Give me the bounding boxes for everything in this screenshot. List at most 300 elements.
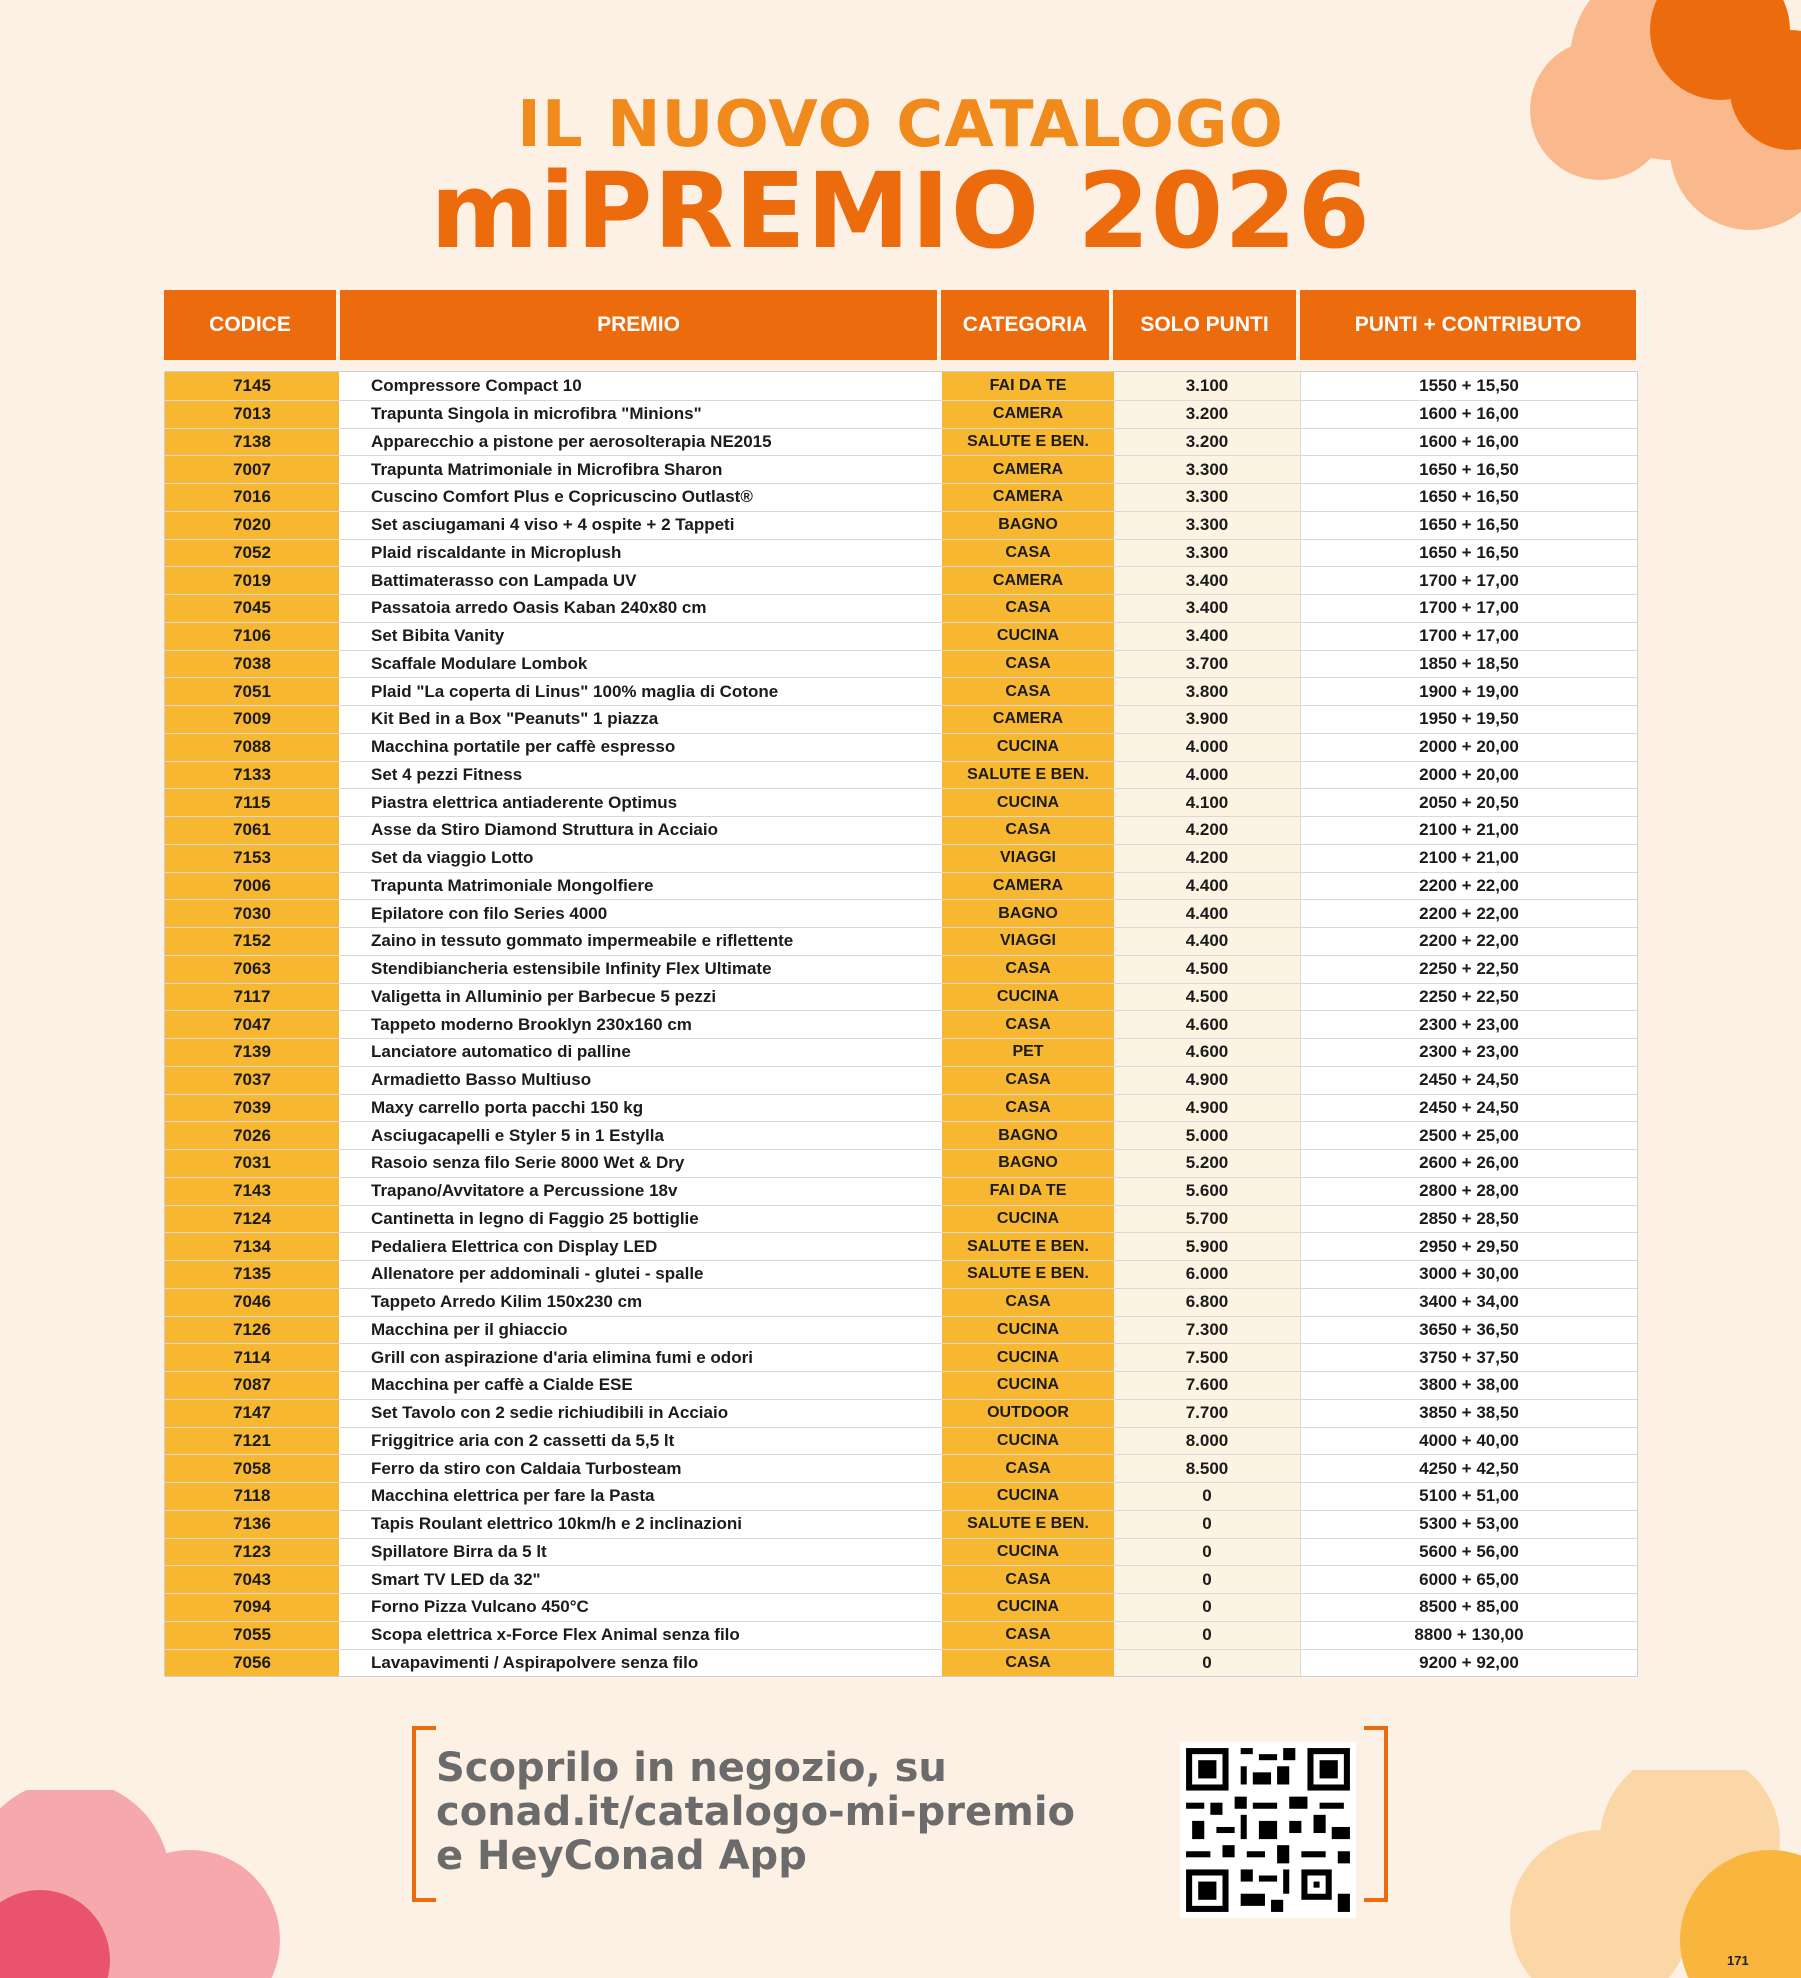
- cell-codice: 7016: [165, 484, 341, 511]
- table-row: [165, 983, 1637, 1011]
- table-row: [165, 1177, 1637, 1205]
- cell-codice: 7045: [165, 595, 341, 622]
- cell-punti-contributo: 1650 + 16,50: [1419, 542, 1519, 562]
- cell-solo-punti: 8.500: [1114, 1455, 1301, 1482]
- cell-premio: Trapano/Avvitatore a Percussione 18v: [371, 1181, 678, 1201]
- cell-premio: Asciugacapelli e Styler 5 in 1 Estylla: [371, 1125, 664, 1145]
- cell-punti-contributo: 1650 + 16,50: [1419, 487, 1519, 507]
- cell-premio: Set asciugamani 4 viso + 4 ospite + 2 Tappeti: [371, 515, 735, 535]
- cell-solo-punti: 4.500: [1114, 956, 1301, 983]
- cell-categoria: CUCINA: [942, 1344, 1114, 1371]
- cell-punti-contributo: 1850 + 18,50: [1419, 653, 1519, 673]
- promo-text: [436, 1746, 1166, 1878]
- cell-codice: 7153: [165, 845, 341, 872]
- cell-solo-punti: 3.400: [1114, 567, 1301, 594]
- cell-codice: 7143: [165, 1178, 341, 1205]
- cell-categoria: CUCINA: [942, 789, 1114, 816]
- title-line-2: miPREMIO 2026: [430, 150, 1371, 272]
- cell-solo-punti: 6.000: [1114, 1261, 1301, 1288]
- cell-punti-contributo: 2000 + 20,00: [1419, 737, 1519, 757]
- table-row: [165, 1288, 1637, 1316]
- table-row: [165, 1399, 1637, 1427]
- cell-premio: Plaid riscaldante in Microplush: [371, 542, 622, 562]
- cell-punti-contributo: 3000 + 30,00: [1419, 1264, 1519, 1284]
- cell-solo-punti: 7.300: [1114, 1317, 1301, 1344]
- cell-solo-punti: 4.600: [1114, 1039, 1301, 1066]
- cell-punti-contributo: 2950 + 29,50: [1419, 1236, 1519, 1256]
- cell-premio: Lavapavimenti / Aspirapolvere senza filo: [371, 1652, 699, 1672]
- cell-premio: Set da viaggio Lotto: [371, 848, 534, 868]
- header-categoria: CATEGORIA: [941, 290, 1113, 360]
- cell-premio: Spillatore Birra da 5 lt: [371, 1541, 547, 1561]
- cell-categoria: CASA: [942, 1566, 1114, 1593]
- cell-punti-contributo: 2250 + 22,50: [1419, 986, 1519, 1006]
- cell-premio: Tapis Roulant elettrico 10km/h e 2 inclinazioni: [371, 1514, 742, 1534]
- table-row: [165, 1232, 1637, 1260]
- cell-categoria: SALUTE E BEN.: [942, 1511, 1114, 1538]
- cell-solo-punti: 4.200: [1114, 845, 1301, 872]
- cell-premio: Trapunta Matrimoniale Mongolfiere: [371, 875, 654, 895]
- cell-punti-contributo: 1700 + 17,00: [1419, 626, 1519, 646]
- cell-solo-punti: 3.200: [1114, 401, 1301, 428]
- table-row: [165, 1010, 1637, 1038]
- table-row: [165, 400, 1637, 428]
- cell-premio: Epilatore con filo Series 4000: [371, 903, 608, 923]
- cell-solo-punti: 4.400: [1114, 928, 1301, 955]
- cell-categoria: CASA: [942, 1455, 1114, 1482]
- cell-premio: Plaid "La coperta di Linus" 100% maglia di Cotone: [371, 681, 779, 701]
- table-row: [165, 1343, 1637, 1371]
- cell-codice: 7047: [165, 1011, 341, 1038]
- cell-categoria: CUCINA: [942, 984, 1114, 1011]
- cell-premio: Macchina per il ghiaccio: [371, 1319, 568, 1339]
- cell-solo-punti: 0: [1114, 1539, 1301, 1566]
- cell-solo-punti: 6.800: [1114, 1289, 1301, 1316]
- cell-solo-punti: 3.400: [1114, 595, 1301, 622]
- cell-codice: 7030: [165, 900, 341, 927]
- cell-categoria: CASA: [942, 651, 1114, 678]
- cell-codice: 7007: [165, 456, 341, 483]
- cell-codice: 7121: [165, 1428, 341, 1455]
- cell-categoria: CUCINA: [942, 1483, 1114, 1510]
- cell-punti-contributo: 1600 + 16,00: [1419, 431, 1519, 451]
- cell-codice: 7009: [165, 706, 341, 733]
- cell-categoria: PET: [942, 1039, 1114, 1066]
- cell-punti-contributo: 1650 + 16,50: [1419, 459, 1519, 479]
- cell-categoria: FAI DA TE: [942, 1178, 1114, 1205]
- cell-solo-punti: 7.500: [1114, 1344, 1301, 1371]
- cell-categoria: CUCINA: [942, 1428, 1114, 1455]
- cell-solo-punti: 3.400: [1114, 623, 1301, 650]
- cell-categoria: CASA: [942, 595, 1114, 622]
- cell-categoria: CUCINA: [942, 1317, 1114, 1344]
- cell-categoria: CUCINA: [942, 1594, 1114, 1621]
- cell-premio: Cantinetta in legno di Faggio 25 bottiglie: [371, 1208, 699, 1228]
- cell-punti-contributo: 2200 + 22,00: [1419, 931, 1519, 951]
- page-number: 171: [1727, 1953, 1749, 1968]
- cell-solo-punti: 3.300: [1114, 512, 1301, 539]
- table-row: [165, 1593, 1637, 1621]
- cell-punti-contributo: 2300 + 23,00: [1419, 1014, 1519, 1034]
- cell-solo-punti: 5.600: [1114, 1178, 1301, 1205]
- cell-solo-punti: 7.700: [1114, 1400, 1301, 1427]
- cell-premio: Stendibiancheria estensibile Infinity Flex Ultimate: [371, 959, 772, 979]
- cell-punti-contributo: 2050 + 20,50: [1419, 792, 1519, 812]
- cell-solo-punti: 7.600: [1114, 1372, 1301, 1399]
- table-row: [165, 1510, 1637, 1538]
- cell-premio: Set Tavolo con 2 sedie richiudibili in Acciaio: [371, 1403, 729, 1423]
- cell-codice: 7134: [165, 1233, 341, 1260]
- table-row: [165, 594, 1637, 622]
- cell-categoria: CAMERA: [942, 484, 1114, 511]
- table-row: [165, 1371, 1637, 1399]
- cell-punti-contributo: 2000 + 20,00: [1419, 764, 1519, 784]
- cell-categoria: CASA: [942, 1095, 1114, 1122]
- cell-codice: 7037: [165, 1067, 341, 1094]
- cell-categoria: CUCINA: [942, 1206, 1114, 1233]
- cell-punti-contributo: 1650 + 16,50: [1419, 515, 1519, 535]
- cell-codice: 7152: [165, 928, 341, 955]
- cell-codice: 7114: [165, 1344, 341, 1371]
- cell-solo-punti: 3.700: [1114, 651, 1301, 678]
- cell-codice: 7118: [165, 1483, 341, 1510]
- cell-premio: Trapunta Matrimoniale in Microfibra Sharon: [371, 459, 723, 479]
- table-row: [165, 899, 1637, 927]
- cell-punti-contributo: 1600 + 16,00: [1419, 404, 1519, 424]
- cell-codice: 7063: [165, 956, 341, 983]
- cell-solo-punti: 4.600: [1114, 1011, 1301, 1038]
- cell-punti-contributo: 3750 + 37,50: [1419, 1347, 1519, 1367]
- cell-premio: Tappeto Arredo Kilim 150x230 cm: [371, 1292, 643, 1312]
- cell-punti-contributo: 1700 + 17,00: [1419, 598, 1519, 618]
- table-row: [165, 483, 1637, 511]
- cell-premio: Forno Pizza Vulcano 450°C: [371, 1597, 589, 1617]
- cell-punti-contributo: 4000 + 40,00: [1419, 1430, 1519, 1450]
- table-row: [165, 927, 1637, 955]
- table-row: [165, 1066, 1637, 1094]
- table-row: [165, 1205, 1637, 1233]
- cell-punti-contributo: 3800 + 38,00: [1419, 1375, 1519, 1395]
- table-row: [165, 955, 1637, 983]
- cell-codice: 7123: [165, 1539, 341, 1566]
- cell-solo-punti: 0: [1114, 1650, 1301, 1677]
- table-row: [165, 1149, 1637, 1177]
- promo-line-2[interactable]: conad.it/catalogo-mi-premio: [436, 1789, 1076, 1835]
- cell-punti-contributo: 3850 + 38,50: [1419, 1403, 1519, 1423]
- table-row: [165, 1621, 1637, 1649]
- cell-solo-punti: 8.000: [1114, 1428, 1301, 1455]
- table-row: [165, 705, 1637, 733]
- cell-premio: Apparecchio a pistone per aerosolterapia NE2015: [371, 431, 772, 451]
- cell-categoria: CASA: [942, 1067, 1114, 1094]
- cell-solo-punti: 5.700: [1114, 1206, 1301, 1233]
- cell-solo-punti: 4.400: [1114, 873, 1301, 900]
- cell-codice: 7006: [165, 873, 341, 900]
- promo-line-1: Scoprilo in negozio, su: [436, 1745, 947, 1791]
- cell-categoria: CASA: [942, 540, 1114, 567]
- cell-punti-contributo: 2850 + 28,50: [1419, 1208, 1519, 1228]
- table-row: [165, 1094, 1637, 1122]
- cell-punti-contributo: 5300 + 53,00: [1419, 1514, 1519, 1534]
- cell-categoria: CUCINA: [942, 1539, 1114, 1566]
- cell-punti-contributo: 2100 + 21,00: [1419, 848, 1519, 868]
- cell-codice: 7088: [165, 734, 341, 761]
- cell-premio: Zaino in tessuto gommato impermeabile e riflettente: [371, 931, 794, 951]
- cell-categoria: SALUTE E BEN.: [942, 429, 1114, 456]
- cell-codice: 7046: [165, 1289, 341, 1316]
- table-row: [165, 816, 1637, 844]
- cell-premio: Scaffale Modulare Lombok: [371, 653, 588, 673]
- cell-punti-contributo: 2500 + 25,00: [1419, 1125, 1519, 1145]
- table-row: [165, 872, 1637, 900]
- cell-codice: 7043: [165, 1566, 341, 1593]
- cell-codice: 7058: [165, 1455, 341, 1482]
- cell-codice: 7039: [165, 1095, 341, 1122]
- cell-solo-punti: 0: [1114, 1566, 1301, 1593]
- cell-punti-contributo: 3400 + 34,00: [1419, 1292, 1519, 1312]
- cell-categoria: CASA: [942, 678, 1114, 705]
- cell-premio: Compressore Compact 10: [371, 375, 582, 395]
- cell-punti-contributo: 2200 + 22,00: [1419, 903, 1519, 923]
- cell-categoria: CASA: [942, 1650, 1114, 1677]
- header-solo-punti: SOLO PUNTI: [1113, 290, 1300, 360]
- table-row: [165, 1565, 1637, 1593]
- cell-premio: Passatoia arredo Oasis Kaban 240x80 cm: [371, 598, 707, 618]
- cell-categoria: SALUTE E BEN.: [942, 1261, 1114, 1288]
- table-row: [165, 566, 1637, 594]
- cell-codice: 7056: [165, 1650, 341, 1677]
- cell-solo-punti: 3.300: [1114, 456, 1301, 483]
- promo-box: [412, 1726, 1388, 1902]
- cell-premio: Lanciatore automatico di palline: [371, 1042, 631, 1062]
- cell-punti-contributo: 8500 + 85,00: [1419, 1597, 1519, 1617]
- cell-punti-contributo: 1700 + 17,00: [1419, 570, 1519, 590]
- table-header: [164, 290, 1636, 360]
- cell-categoria: CAMERA: [942, 706, 1114, 733]
- cell-codice: 7026: [165, 1122, 341, 1149]
- cell-solo-punti: 4.900: [1114, 1067, 1301, 1094]
- cell-punti-contributo: 9200 + 92,00: [1419, 1652, 1519, 1672]
- cell-codice: 7087: [165, 1372, 341, 1399]
- prize-table: [164, 371, 1638, 1677]
- cell-categoria: CAMERA: [942, 456, 1114, 483]
- cell-solo-punti: 5.900: [1114, 1233, 1301, 1260]
- cell-premio: Allenatore per addominali - glutei - spalle: [371, 1264, 704, 1284]
- cell-codice: 7052: [165, 540, 341, 567]
- cell-codice: 7038: [165, 651, 341, 678]
- cell-solo-punti: 4.900: [1114, 1095, 1301, 1122]
- table-row: [165, 1121, 1637, 1149]
- cell-codice: 7126: [165, 1317, 341, 1344]
- cell-codice: 7094: [165, 1594, 341, 1621]
- cell-solo-punti: 4.500: [1114, 984, 1301, 1011]
- cell-categoria: CUCINA: [942, 734, 1114, 761]
- cell-premio: Set Bibita Vanity: [371, 626, 505, 646]
- cell-premio: Set 4 pezzi Fitness: [371, 764, 523, 784]
- table-row: [165, 677, 1637, 705]
- cell-punti-contributo: 1900 + 19,00: [1419, 681, 1519, 701]
- table-row: [165, 1427, 1637, 1455]
- table-row: [165, 622, 1637, 650]
- table-row: [165, 511, 1637, 539]
- table-row: [165, 1260, 1637, 1288]
- cell-punti-contributo: 5600 + 56,00: [1419, 1541, 1519, 1561]
- cell-premio: Cuscino Comfort Plus e Copricuscino Outlast®: [371, 487, 753, 507]
- cell-categoria: CASA: [942, 956, 1114, 983]
- cell-categoria: CAMERA: [942, 401, 1114, 428]
- cell-premio: Scopa elettrica x-Force Flex Animal senza filo: [371, 1625, 740, 1645]
- cell-categoria: FAI DA TE: [942, 372, 1114, 400]
- cell-solo-punti: 0: [1114, 1622, 1301, 1649]
- cell-solo-punti: 3.800: [1114, 678, 1301, 705]
- table-row: [165, 1649, 1637, 1677]
- cell-punti-contributo: 8800 + 130,00: [1414, 1625, 1524, 1645]
- cell-premio: Valigetta in Alluminio per Barbecue 5 pezzi: [371, 986, 717, 1006]
- qr-code-icon[interactable]: [1180, 1742, 1356, 1918]
- table-row: [165, 1538, 1637, 1566]
- cell-codice: 7115: [165, 789, 341, 816]
- cell-premio: Tappeto moderno Brooklyn 230x160 cm: [371, 1014, 692, 1034]
- cell-categoria: OUTDOOR: [942, 1400, 1114, 1427]
- cell-punti-contributo: 1950 + 19,50: [1419, 709, 1519, 729]
- cell-categoria: CUCINA: [942, 1372, 1114, 1399]
- table-row: [165, 1316, 1637, 1344]
- cell-premio: Rasoio senza filo Serie 8000 Wet & Dry: [371, 1153, 685, 1173]
- cell-categoria: CUCINA: [942, 623, 1114, 650]
- table-row: [165, 788, 1637, 816]
- cell-codice: 7013: [165, 401, 341, 428]
- table-row: [165, 372, 1637, 400]
- cell-codice: 7138: [165, 429, 341, 456]
- header-codice: CODICE: [164, 290, 340, 360]
- table-row: [165, 733, 1637, 761]
- cell-punti-contributo: 1550 + 15,50: [1419, 375, 1519, 395]
- cell-punti-contributo: 2300 + 23,00: [1419, 1042, 1519, 1062]
- cell-categoria: CASA: [942, 1011, 1114, 1038]
- promo-line-3: e HeyConad App: [436, 1833, 807, 1879]
- cell-categoria: BAGNO: [942, 1122, 1114, 1149]
- cell-categoria: BAGNO: [942, 1150, 1114, 1177]
- cell-codice: 7147: [165, 1400, 341, 1427]
- table-row: [165, 539, 1637, 567]
- table-row: [165, 761, 1637, 789]
- cell-premio: Armadietto Basso Multiuso: [371, 1070, 592, 1090]
- header-premio: PREMIO: [340, 290, 941, 360]
- flower-bottom-right: [1500, 1770, 1801, 1978]
- cell-codice: 7020: [165, 512, 341, 539]
- cell-categoria: VIAGGI: [942, 845, 1114, 872]
- cell-codice: 7145: [165, 372, 341, 400]
- cell-solo-punti: 0: [1114, 1511, 1301, 1538]
- cell-solo-punti: 4.000: [1114, 734, 1301, 761]
- table-row: [165, 455, 1637, 483]
- cell-solo-punti: 3.300: [1114, 540, 1301, 567]
- cell-premio: Friggitrice aria con 2 cassetti da 5,5 lt: [371, 1430, 675, 1450]
- cell-solo-punti: 0: [1114, 1483, 1301, 1510]
- cell-categoria: CAMERA: [942, 567, 1114, 594]
- cell-premio: Piastra elettrica antiaderente Optimus: [371, 792, 678, 812]
- cell-solo-punti: 0: [1114, 1594, 1301, 1621]
- table-row: [165, 428, 1637, 456]
- cell-categoria: CASA: [942, 817, 1114, 844]
- cell-premio: Smart TV LED da 32": [371, 1569, 541, 1589]
- cell-punti-contributo: 2200 + 22,00: [1419, 875, 1519, 895]
- flower-bottom-left: [0, 1790, 300, 1978]
- cell-codice: 7139: [165, 1039, 341, 1066]
- cell-punti-contributo: 2600 + 26,00: [1419, 1153, 1519, 1173]
- cell-premio: Macchina portatile per caffè espresso: [371, 737, 676, 757]
- cell-punti-contributo: 3650 + 36,50: [1419, 1319, 1519, 1339]
- table-row: [165, 1454, 1637, 1482]
- table-row: [165, 1038, 1637, 1066]
- table-row: [165, 844, 1637, 872]
- cell-categoria: CASA: [942, 1289, 1114, 1316]
- cell-premio: Maxy carrello porta pacchi 150 kg: [371, 1097, 644, 1117]
- cell-codice: 7135: [165, 1261, 341, 1288]
- cell-codice: 7019: [165, 567, 341, 594]
- cell-punti-contributo: 2450 + 24,50: [1419, 1070, 1519, 1090]
- cell-categoria: SALUTE E BEN.: [942, 762, 1114, 789]
- cell-punti-contributo: 2800 + 28,00: [1419, 1181, 1519, 1201]
- cell-solo-punti: 5.000: [1114, 1122, 1301, 1149]
- cell-solo-punti: 4.200: [1114, 817, 1301, 844]
- cell-premio: Trapunta Singola in microfibra "Minions": [371, 404, 702, 424]
- cell-punti-contributo: 2450 + 24,50: [1419, 1097, 1519, 1117]
- cell-premio: Battimaterasso con Lampada UV: [371, 570, 637, 590]
- cell-punti-contributo: 4250 + 42,50: [1419, 1458, 1519, 1478]
- header-punti-contributo: PUNTI + CONTRIBUTO: [1354, 313, 1582, 336]
- cell-solo-punti: 3.300: [1114, 484, 1301, 511]
- cell-codice: 7133: [165, 762, 341, 789]
- cell-premio: Pedaliera Elettrica con Display LED: [371, 1236, 658, 1256]
- cell-premio: Ferro da stiro con Caldaia Turbosteam: [371, 1458, 682, 1478]
- cell-premio: Asse da Stiro Diamond Struttura in Acciaio: [371, 820, 718, 840]
- cell-categoria: BAGNO: [942, 512, 1114, 539]
- cell-premio: Macchina elettrica per fare la Pasta: [371, 1486, 655, 1506]
- cell-premio: Grill con aspirazione d'aria elimina fumi e odori: [371, 1347, 753, 1367]
- cell-codice: 7124: [165, 1206, 341, 1233]
- cell-codice: 7061: [165, 817, 341, 844]
- cell-solo-punti: 4.000: [1114, 762, 1301, 789]
- cell-codice: 7055: [165, 1622, 341, 1649]
- cell-categoria: BAGNO: [942, 900, 1114, 927]
- cell-solo-punti: 3.100: [1114, 372, 1301, 400]
- cell-categoria: CAMERA: [942, 873, 1114, 900]
- cell-punti-contributo: 2250 + 22,50: [1419, 959, 1519, 979]
- cell-premio: Kit Bed in a Box "Peanuts" 1 piazza: [371, 709, 659, 729]
- table-row: [165, 1482, 1637, 1510]
- cell-punti-contributo: 2100 + 21,00: [1419, 820, 1519, 840]
- cell-solo-punti: 3.200: [1114, 429, 1301, 456]
- cell-punti-contributo: 5100 + 51,00: [1419, 1486, 1519, 1506]
- cell-codice: 7106: [165, 623, 341, 650]
- cell-codice: 7051: [165, 678, 341, 705]
- cell-codice: 7136: [165, 1511, 341, 1538]
- cell-solo-punti: 4.400: [1114, 900, 1301, 927]
- cell-categoria: VIAGGI: [942, 928, 1114, 955]
- table-row: [165, 650, 1637, 678]
- cell-solo-punti: 3.900: [1114, 706, 1301, 733]
- cell-codice: 7117: [165, 984, 341, 1011]
- cell-punti-contributo: 6000 + 65,00: [1419, 1569, 1519, 1589]
- cell-categoria: SALUTE E BEN.: [942, 1233, 1114, 1260]
- cell-premio: Macchina per caffè a Cialde ESE: [371, 1375, 633, 1395]
- cell-solo-punti: 5.200: [1114, 1150, 1301, 1177]
- cell-categoria: CASA: [942, 1622, 1114, 1649]
- cell-codice: 7031: [165, 1150, 341, 1177]
- cell-solo-punti: 4.100: [1114, 789, 1301, 816]
- title-line-1: IL NUOVO CATALOGO: [517, 88, 1284, 162]
